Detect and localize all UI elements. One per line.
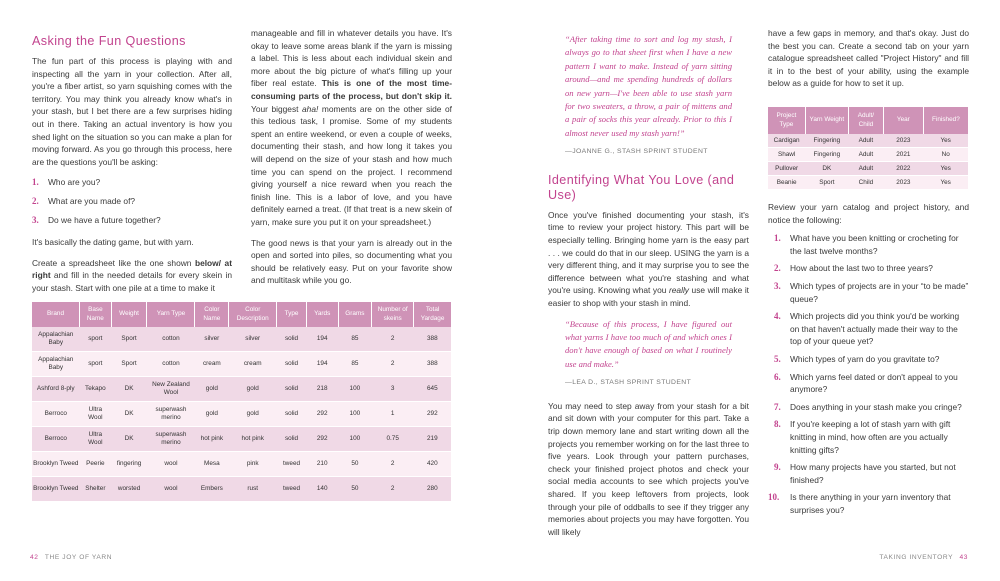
table-cell: 0.75	[372, 427, 414, 452]
table-cell: Brooklyn Tweed	[32, 477, 80, 502]
column-header: Finished?	[923, 107, 968, 134]
list-number: 1.	[774, 233, 781, 244]
table-cell: 100	[338, 377, 372, 402]
table-cell: solid	[277, 352, 307, 377]
table-cell: 194	[306, 327, 338, 352]
table-cell: wool	[147, 477, 195, 502]
right-column-2-lower	[768, 201, 969, 526]
table-cell: 194	[306, 352, 338, 377]
list-text: How many projects have you started, but not finished?	[790, 462, 956, 485]
table-cell: Yes	[923, 162, 968, 176]
table-cell: 210	[306, 452, 338, 477]
table-cell: 140	[306, 477, 338, 502]
joanne-attribution: —JOANNE G., STASH SPRINT STUDENT	[565, 148, 708, 156]
table-cell: Embers	[195, 477, 229, 502]
table-cell: Shelter	[80, 477, 112, 502]
table-cell: 50	[338, 477, 372, 502]
table-cell: Ultra Wool	[80, 427, 112, 452]
heading-identifying-what-you-love: Identifying What You Love (and Use)	[548, 172, 735, 202]
column-header: Adult/ Child	[848, 107, 883, 134]
table-cell: 292	[306, 402, 338, 427]
table-row	[32, 327, 451, 352]
list-item	[768, 353, 969, 366]
table-cell: Tekapo	[80, 377, 112, 402]
gaps-in-memory-paragraph: have a few gaps in memory, and that's okay. Just do the best you can. Create a second tab on your yarn catalogue spreadsheet called "Project History" and fill it in to the best of your ability, using the example below as a guide for how to set it up.	[768, 28, 969, 89]
table-row	[32, 402, 451, 427]
table-cell: Fingering	[805, 134, 848, 148]
table-cell: 50	[338, 452, 372, 477]
table-cell: superwash merino	[147, 402, 195, 427]
list-number: 8.	[774, 419, 781, 430]
table-cell: 420	[414, 452, 451, 477]
heading-asking-fun-questions: Asking the Fun Questions	[32, 34, 186, 48]
table-cell: Adult	[848, 162, 883, 176]
questions-list-right	[768, 232, 969, 516]
table-cell: 2	[372, 327, 414, 352]
table-cell: cotton	[147, 352, 195, 377]
table-cell: sport	[80, 352, 112, 377]
list-item	[768, 310, 969, 348]
page-number-right: 43	[959, 554, 968, 561]
table-cell: sport	[80, 327, 112, 352]
left-column-2	[251, 27, 452, 295]
table-cell: solid	[277, 327, 307, 352]
table-cell: 100	[338, 402, 372, 427]
list-number: 5.	[774, 353, 781, 364]
table-cell: 3	[372, 377, 414, 402]
table-row	[32, 427, 451, 452]
list-text: If you're keeping a lot of stash yarn with gift knitting in mind, how often are you actually knitting gifts?	[790, 419, 951, 455]
table-cell: DK	[805, 162, 848, 176]
table-cell: 292	[306, 427, 338, 452]
table-cell: hot pink	[229, 427, 277, 452]
list-text: Is there anything in your yarn inventory that surprises you?	[790, 492, 951, 515]
table-cell: gold	[195, 377, 229, 402]
column-header: Number of skeins	[372, 302, 414, 327]
footer-left	[30, 554, 112, 561]
list-text: Which projects did you think you'd be working on that haven't actually made their way to the top of your queue yet?	[790, 311, 960, 347]
table-cell: superwash merino	[147, 427, 195, 452]
table-cell: 2023	[883, 176, 923, 190]
right-column-1	[548, 33, 749, 546]
table-row	[768, 176, 968, 190]
table-cell: cream	[229, 352, 277, 377]
table-cell: 218	[306, 377, 338, 402]
memory-lane-paragraph: You may need to step away from your stash for a bit and sit down with your computer for this part. Take a trip down memory lane and start writing down all the projects you remember working on for the last three to five years. Look through your pattern purchases, check your finished project photos and check your social media accounts to see which projects you've shared. If you keep leftovers from projects, look through your pile of oddballs to see if they trigger any memories about projects you may have forgotten. You will likely	[548, 400, 749, 537]
table-cell: silver	[229, 327, 277, 352]
list-text: Does anything in your stash make you cringe?	[790, 401, 962, 412]
page-number-left: 42	[30, 554, 39, 561]
table-cell: Beanie	[768, 176, 805, 190]
list-item	[768, 418, 969, 456]
list-text: How about the last two to three years?	[790, 263, 933, 274]
column-header: Yarn Weight	[805, 107, 848, 134]
table-cell: DK	[111, 427, 147, 452]
table-cell: gold	[195, 402, 229, 427]
table-row	[32, 452, 451, 477]
list-item: 1. Who are you?	[32, 177, 101, 188]
column-header: Grams	[338, 302, 372, 327]
column-header: Type	[277, 302, 307, 327]
table-cell: New Zealand Wool	[147, 377, 195, 402]
table-cell: gold	[229, 402, 277, 427]
intro-paragraph: The fun part of this process is playing with and inspecting all the yarn in your collection. After all, you're a fiber artist, so yarn squishing comes with the territory. You may think you already know what's in your stash, but I bet there are a few surprises hiding out in there. Taking an actual inventory is how you shed light on the situation so you can make a plan for moving forward. As you go through this process, here are the questions you'll be asking:	[32, 56, 232, 167]
list-item	[768, 491, 969, 516]
list-item	[768, 232, 969, 257]
table-cell: tweed	[277, 477, 307, 502]
table-cell: Mesa	[195, 452, 229, 477]
right-column-2	[768, 27, 969, 98]
table-cell: 85	[338, 352, 372, 377]
column-header: Yards	[306, 302, 338, 327]
list-number: 10.	[768, 492, 780, 503]
list-text: What have you been knitting or crocheting for the last twelve months?	[790, 233, 959, 256]
table-cell: Appalachian Baby	[32, 327, 80, 352]
project-history-paragraph: Once you've finished documenting your stash, it's time to review your project history. This part will be especially telling. Bringing home yarn is the easy part . . . we could do that in our sleep. USING the yarn is a very different thing, and it may surprise you to see the difference between what you're stashing and what you're using. Knowing what you really use will make it easier to shop with your stash in mind.	[548, 209, 750, 308]
table-cell: solid	[277, 427, 307, 452]
table-cell: hot pink	[195, 427, 229, 452]
table-cell: Yes	[923, 176, 968, 190]
table-row	[32, 377, 451, 402]
table-cell: Brooklyn Tweed	[32, 452, 80, 477]
table-row	[768, 148, 968, 162]
table-cell: fingering	[111, 452, 147, 477]
table-cell: Berroco	[32, 427, 80, 452]
table-cell: 100	[338, 427, 372, 452]
table-cell: Ashford 8-ply	[32, 377, 80, 402]
table-cell: wool	[147, 452, 195, 477]
table-cell: 2021	[883, 148, 923, 162]
questions-list-left	[32, 176, 232, 226]
left-column-1	[32, 34, 232, 303]
table-cell: 645	[414, 377, 451, 402]
column-header: Color Name	[195, 302, 229, 327]
list-item	[768, 371, 969, 396]
list-item: 2. What are you made of?	[32, 195, 136, 206]
table-cell: Fingering	[805, 148, 848, 162]
table-cell: 2022	[883, 162, 923, 176]
table-cell: tweed	[277, 452, 307, 477]
table-cell: silver	[195, 327, 229, 352]
running-title-left: THE JOY OF YARN	[44, 554, 113, 561]
table-cell: pink	[229, 452, 277, 477]
table-cell: Sport	[111, 327, 147, 352]
column-header: Brand	[32, 302, 80, 327]
table-row	[768, 162, 968, 176]
list-number: 9.	[774, 462, 781, 473]
table-header-row	[768, 107, 968, 134]
list-item: 3. Do we have a future together?	[32, 214, 161, 225]
table-cell: Sport	[805, 176, 848, 190]
table-cell: DK	[111, 377, 147, 402]
lea-attribution: —LEA D., STASH SPRINT STUDENT	[565, 379, 692, 387]
table-cell: Appalachian Baby	[32, 352, 80, 377]
table-cell: Pullover	[768, 162, 805, 176]
column-header: Color Description	[229, 302, 277, 327]
table-cell: 85	[338, 327, 372, 352]
create-spreadsheet-paragraph: Create a spreadsheet like the one shown below/ at right and fill in the needed details for every skein in your stash. Start with one pile at a time to make it	[32, 257, 232, 293]
table-cell: 388	[414, 327, 451, 352]
table-cell: Cardigan	[768, 134, 805, 148]
column-header: Year	[883, 107, 923, 134]
table-cell: Shawl	[768, 148, 805, 162]
table-cell: 1	[372, 402, 414, 427]
table-cell: 280	[414, 477, 451, 502]
table-cell: 2	[372, 452, 414, 477]
table-cell: solid	[277, 402, 307, 427]
table-cell: gold	[229, 377, 277, 402]
table-cell: Sport	[111, 352, 147, 377]
table-cell: Adult	[848, 134, 883, 148]
table-cell: Child	[848, 176, 883, 190]
manageable-paragraph: manageable and fill in whatever details you have. It's okay to leave some areas blank if the yarn is missing a label. This is less about each individual skein and more about the big picture of what's filling up your fiber real estate. This is one of the most time-consuming parts of the process, but don't skip it. Your biggest aha! moments are on the other side of this tedious task, I promise. Some of my students spent an entire weekend, or even a couple of weeks, documenting their stash, and how long it takes you will depend on the size of your stash and how much time you can spend on the project. I recommend giving yourself a nice reward when you reach the finish line. This is a labor of love, and you have definitely earned a treat. (If that treat is a new skein of yarn, make sure you put it on your spreadsheet.)	[251, 28, 452, 227]
table-row	[768, 134, 968, 148]
table-cell: 388	[414, 352, 451, 377]
footer-right	[879, 554, 968, 561]
table-row	[32, 477, 451, 502]
project-history-table	[768, 107, 968, 190]
table-cell: 292	[414, 402, 451, 427]
table-cell: solid	[277, 377, 307, 402]
table-cell: 2	[372, 352, 414, 377]
list-item	[768, 401, 969, 414]
list-item	[768, 262, 969, 275]
column-header: Total Yardage	[414, 302, 451, 327]
list-number: 7.	[774, 401, 781, 412]
table-cell: 2023	[883, 134, 923, 148]
table-cell: rust	[229, 477, 277, 502]
table-cell: Ultra Wool	[80, 402, 112, 427]
list-item	[768, 280, 969, 305]
list-number: 2.	[774, 263, 781, 274]
column-header: Yarn Type	[147, 302, 195, 327]
table-cell: Adult	[848, 148, 883, 162]
list-text: Which yarns feel dated or don't appeal to you anymore?	[790, 371, 958, 395]
table-row	[32, 352, 451, 377]
table-cell: DK	[111, 402, 147, 427]
table-cell: 2	[372, 477, 414, 502]
lea-quote: “Because of this process, I have figured out what yarns I have too much of and which ones I don't have enough of based on what I routinely use and make.”	[565, 318, 732, 369]
running-title-right: TAKING INVENTORY	[879, 554, 954, 561]
table-cell: worsted	[111, 477, 147, 502]
list-text: Which types of projects are in your “to be made” queue?	[790, 280, 969, 304]
dating-paragraph: It's basically the dating game, but with yarn.	[32, 237, 194, 248]
table-header-row	[32, 302, 451, 327]
good-news-paragraph: The good news is that your yarn is already out in the open and sorted into piles, so documenting what you should be relatively easy. Put on your favorite show and multitask while you go.	[251, 237, 452, 286]
table-cell: Yes	[923, 134, 968, 148]
table-cell: No	[923, 148, 968, 162]
list-number: 4.	[774, 311, 781, 322]
joanne-quote: “After taking time to sort and log my stash, I always go to that sheet first when I have a new pattern I want to make. Instead of yarn sitting around—and me spending hundreds of dollars on new yarn—I've been able to use stash yarn for two sweaters, a throw, a pair of mittens and a pair of socks this year already. Prior to this I almost never used my stash yarn!”	[565, 34, 732, 138]
column-header: Base Name	[80, 302, 112, 327]
column-header: Weight	[111, 302, 147, 327]
list-item	[768, 461, 969, 486]
column-header: Project Type	[768, 107, 805, 134]
review-paragraph: Review your yarn catalog and project history, and notice the following:	[768, 202, 969, 225]
list-number: 3.	[774, 280, 781, 291]
table-cell: Berroco	[32, 402, 80, 427]
table-cell: Peerie	[80, 452, 112, 477]
table-cell: cotton	[147, 327, 195, 352]
stash-inventory-table	[32, 302, 451, 502]
table-cell: 219	[414, 427, 451, 452]
table-cell: cream	[195, 352, 229, 377]
list-number: 6.	[774, 371, 781, 382]
list-text: Which types of yarn do you gravitate to?	[790, 353, 940, 364]
